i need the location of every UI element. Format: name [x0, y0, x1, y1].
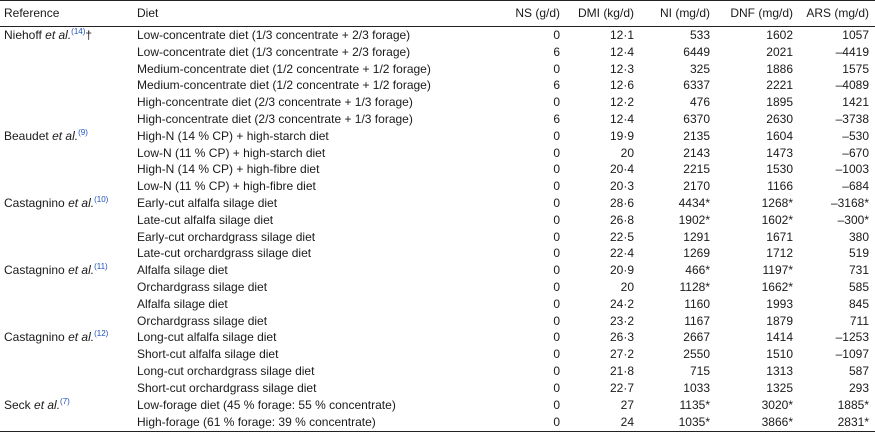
cell-diet: Medium-concentrate diet (1/2 concentrate + 1/2 forage)	[137, 61, 431, 76]
cell-ars: 2831*	[795, 413, 875, 432]
cell-ni: 2135	[683, 128, 710, 143]
cell-dmi: 20·9	[609, 263, 634, 278]
cell-dnf: 1879	[766, 313, 793, 328]
cell-diet: High-concentrate diet (2/3 concentrate + 1/3 forage)	[137, 111, 413, 126]
cell-ni: 1035*	[636, 413, 712, 432]
cell-ars: 380	[848, 229, 869, 244]
table-row	[0, 397, 875, 414]
table-row	[0, 111, 875, 128]
cell-ni: 466*	[685, 263, 710, 278]
cell-dnf: 1602	[766, 28, 793, 42]
cell-dmi: 12·2	[609, 95, 634, 110]
cell-ni: 2667	[683, 330, 710, 345]
table-body	[0, 27, 875, 432]
cell-diet: Late-cut alfalfa silage diet	[137, 212, 274, 227]
cell-reference	[0, 279, 137, 296]
cell-ni: 2143	[683, 145, 710, 160]
cell-diet: Alfalfa silage diet	[137, 263, 228, 278]
cell-diet: High-N (14 % CP) + high-starch diet	[137, 128, 329, 143]
table-row	[0, 329, 875, 346]
table-row	[0, 44, 875, 61]
cell-diet: High-concentrate diet (2/3 concentrate + 1/3 forage)	[137, 95, 413, 110]
cell-ns: 0	[553, 330, 560, 345]
table-row	[0, 128, 875, 145]
cell-reference	[0, 111, 137, 128]
reference-author: Seck	[4, 397, 31, 412]
cell-dnf: 1325	[766, 380, 793, 395]
table-row	[0, 145, 875, 162]
reference-etal: et al.	[34, 397, 61, 412]
cell-reference	[0, 161, 137, 178]
cell-dnf: 1313	[766, 363, 793, 378]
cell-ars: 845	[848, 296, 869, 311]
cell-ars: –670	[842, 145, 869, 160]
header-ns: NS (g/d)	[448, 1, 562, 27]
header-dmi: DMI (kg/d)	[562, 1, 636, 27]
cell-dnf: 1530	[766, 162, 793, 177]
reference-author: Castagnino	[4, 330, 65, 345]
reference-etal: et al.	[45, 28, 72, 42]
cell-ni: 1160	[684, 296, 710, 311]
cell-dnf: 1510	[766, 347, 793, 362]
cell-ni: 6449	[683, 44, 710, 59]
citation-link[interactable]: (12)	[94, 329, 109, 339]
cell-dmi: 12·6	[609, 78, 634, 93]
cell-dnf: 1712	[766, 246, 793, 261]
cell-diet: Long-cut orchardgrass silage diet	[137, 363, 315, 378]
cell-reference	[0, 296, 137, 313]
cell-ni: 476	[689, 95, 710, 110]
cell-diet: Long-cut alfalfa silage diet	[137, 330, 277, 345]
table-row	[0, 413, 875, 432]
reference-author: Niehoff	[4, 28, 42, 42]
cell-dmi: 20	[620, 145, 634, 160]
table-row	[0, 363, 875, 380]
cell-diet: Alfalfa silage diet	[137, 296, 228, 311]
cell-ns: 0	[553, 229, 560, 244]
cell-ars: 519	[848, 246, 869, 261]
cell-ars: –4419	[835, 44, 869, 59]
cell-ni: 533	[689, 28, 710, 42]
header-row	[0, 1, 875, 27]
cell-ni: 1033	[683, 380, 710, 395]
cell-reference	[0, 262, 137, 279]
cell-ars: 587	[848, 363, 869, 378]
cell-diet: Early-cut orchardgrass silage diet	[137, 229, 316, 244]
cell-dmi: 27·2	[609, 347, 634, 362]
cell-dnf: 1602*	[761, 212, 793, 227]
cell-reference	[0, 245, 137, 262]
cell-ns: 0	[553, 61, 560, 76]
cell-ni: 1902*	[678, 212, 710, 227]
citation-link[interactable]: (11)	[94, 262, 108, 272]
cell-diet: Late-cut orchardgrass silage diet	[137, 246, 312, 261]
table-row	[0, 94, 875, 111]
cell-ni: 1269	[683, 246, 710, 261]
header-dnf: DNF (mg/d)	[712, 1, 795, 27]
cell-ni: 6337	[683, 78, 710, 93]
table-row	[0, 279, 875, 296]
cell-dnf: 1604	[766, 128, 793, 143]
cell-ars: 293	[848, 380, 869, 395]
cell-dnf: 1895	[766, 95, 793, 110]
cell-dnf: 2630	[766, 111, 793, 126]
cell-ni: 1135*	[679, 397, 710, 412]
cell-ni: 4434*	[678, 195, 710, 210]
cell-ni: 1128*	[679, 279, 710, 294]
cell-reference	[0, 329, 137, 346]
header-diet: Diet	[137, 1, 448, 27]
table-row	[0, 61, 875, 78]
cell-ns: 0	[553, 162, 560, 177]
cell-dmi: 24	[562, 413, 636, 432]
cell-reference	[0, 397, 137, 414]
cell-ars: –1003	[835, 162, 869, 177]
cell-ars: 1885*	[837, 397, 869, 412]
cell-reference	[0, 77, 137, 94]
cell-reference	[0, 44, 137, 61]
cell-ars: –3168*	[830, 195, 869, 210]
table-header	[0, 1, 875, 27]
cell-ns: 0	[553, 95, 560, 110]
cell-reference	[0, 27, 137, 44]
cell-diet: Early-cut alfalfa silage diet	[137, 195, 278, 210]
cell-dmi: 22·4	[609, 246, 634, 261]
cell-ns: 0	[553, 347, 560, 362]
cell-dnf: 1197*	[762, 263, 793, 278]
cell-ars: 711	[849, 313, 869, 328]
cell-diet: High-N (14 % CP) + high-fibre diet	[137, 162, 320, 177]
cell-diet: Orchardgrass silage diet	[137, 279, 268, 294]
table-row	[0, 245, 875, 262]
cell-diet: High-forage (61 % forage: 39 % concentrate)	[137, 413, 448, 432]
cell-reference	[0, 363, 137, 380]
cell-reference	[0, 380, 137, 397]
cell-reference	[0, 313, 137, 330]
cell-ars: –3738	[835, 111, 869, 126]
cell-ns: 6	[553, 44, 560, 59]
cell-dnf: 2021	[766, 44, 793, 59]
cell-ni: 715	[689, 363, 710, 378]
cell-ns: 0	[553, 195, 560, 210]
cell-dnf: 1414	[766, 330, 793, 345]
cell-dnf: 1268*	[761, 195, 793, 210]
table-row	[0, 178, 875, 195]
cell-ns: 0	[553, 145, 560, 160]
cell-dnf: 1671	[766, 229, 793, 244]
cell-dmi: 27	[620, 397, 634, 412]
cell-ni: 2170	[683, 179, 710, 194]
reference-etal: et al.	[68, 195, 95, 210]
cell-dmi: 12·4	[609, 111, 634, 126]
reference-etal: et al.	[52, 128, 79, 143]
table-row	[0, 161, 875, 178]
cell-dmi: 26·3	[609, 330, 634, 345]
cell-reference	[0, 128, 137, 145]
cell-reference	[0, 212, 137, 229]
cell-dmi: 21·8	[609, 363, 634, 378]
table-row	[0, 313, 875, 330]
header-reference: Reference	[0, 1, 137, 27]
table-row	[0, 77, 875, 94]
cell-ns: 6	[553, 111, 560, 126]
cell-ni: 325	[689, 61, 710, 76]
table-row	[0, 346, 875, 363]
cell-reference	[0, 195, 137, 212]
cell-ns: 0	[553, 246, 560, 261]
cell-diet: Low-N (11 % CP) + high-starch diet	[137, 145, 326, 160]
cell-reference	[0, 229, 137, 246]
reference-author: Castagnino	[4, 195, 65, 210]
cell-diet: Short-cut alfalfa silage diet	[137, 347, 279, 362]
table-row	[0, 296, 875, 313]
cell-dnf: 1166	[767, 179, 793, 194]
cell-ns: 0	[553, 28, 560, 42]
cell-ni: 6370	[683, 111, 710, 126]
cell-ni: 2215	[683, 162, 710, 177]
header-ars: ARS (mg/d)	[795, 1, 875, 27]
citation-link[interactable]: (9)	[78, 127, 88, 137]
table-row	[0, 229, 875, 246]
cell-ns: 0	[553, 380, 560, 395]
cell-ns: 0	[553, 296, 560, 311]
cell-dnf: 1886	[766, 61, 793, 76]
cell-dnf: 1662*	[761, 279, 793, 294]
cell-ars: –4089	[835, 78, 869, 93]
table-row	[0, 195, 875, 212]
cell-ars: –1253	[835, 330, 869, 345]
cell-dmi: 20·4	[609, 162, 634, 177]
header-ni: NI (mg/d)	[636, 1, 712, 27]
table-row	[0, 262, 875, 279]
cell-dmi: 24·2	[609, 296, 634, 311]
cell-reference	[0, 346, 137, 363]
cell-ns: 0	[553, 212, 560, 227]
cell-dmi: 19·9	[609, 128, 634, 143]
cell-ns: 0	[448, 413, 562, 432]
cell-ns: 0	[553, 263, 560, 278]
cell-dmi: 20·3	[609, 179, 634, 194]
reference-etal: et al.	[68, 263, 95, 278]
cell-dmi: 22·7	[609, 380, 634, 395]
cell-reference	[0, 413, 137, 432]
cell-ars: 1421	[842, 95, 869, 110]
cell-dnf: 3020*	[761, 397, 793, 412]
cell-ars: –530	[842, 128, 869, 143]
cell-dmi: 28·6	[609, 195, 634, 210]
reference-etal: et al.	[68, 330, 95, 345]
cell-dmi: 12·1	[609, 28, 634, 42]
cell-diet: Orchardgrass silage diet	[137, 313, 268, 328]
cell-ns: 0	[553, 397, 560, 412]
cell-ns: 0	[553, 128, 560, 143]
cell-ni: 1291	[683, 229, 710, 244]
cell-ars: 1057	[842, 28, 869, 42]
cell-dmi: 26·8	[609, 212, 634, 227]
cell-ns: 0	[553, 363, 560, 378]
cell-reference	[0, 94, 137, 111]
cell-diet: Low-forage diet (45 % forage: 55 % concentrate)	[137, 397, 396, 412]
cell-diet: Low-concentrate diet (1/3 concentrate + 2/3 forage)	[137, 44, 411, 59]
cell-dnf: 1993	[766, 296, 793, 311]
cell-dmi: 20	[620, 279, 634, 294]
table-row	[0, 27, 875, 44]
table-row	[0, 212, 875, 229]
cell-ars: 731	[848, 263, 869, 278]
cell-ns: 0	[553, 279, 560, 294]
citation-link[interactable]: (7)	[60, 396, 70, 406]
cell-diet: Short-cut orchardgrass silage diet	[137, 380, 317, 395]
cell-reference	[0, 178, 137, 195]
reference-author: Castagnino	[4, 263, 65, 278]
cell-ars: –684	[842, 179, 869, 194]
cell-ars: –300*	[837, 212, 869, 227]
cell-ni: 1167	[684, 313, 710, 328]
cell-ns: 6	[553, 78, 560, 93]
cell-ns: 0	[553, 313, 560, 328]
table-row	[0, 380, 875, 397]
cell-ni: 2550	[683, 347, 710, 362]
cell-dmi: 23·2	[609, 313, 634, 328]
cell-dnf: 1473	[766, 145, 793, 160]
footnote-dagger: †	[85, 28, 93, 42]
citation-link[interactable]: (14)	[71, 27, 86, 36]
cell-ars: 585	[848, 279, 869, 294]
cell-reference	[0, 145, 137, 162]
cell-dmi: 12·3	[609, 61, 634, 76]
cell-diet: Medium-concentrate diet (1/2 concentrate + 1/2 forage)	[137, 78, 431, 93]
cell-dnf: 3866*	[712, 413, 795, 432]
cell-diet: Low-concentrate diet (1/3 concentrate + 2/3 forage)	[137, 28, 411, 42]
citation-link[interactable]: (10)	[94, 194, 109, 204]
cell-dmi: 22·5	[609, 229, 634, 244]
cell-reference	[0, 61, 137, 78]
cell-ars: 1575	[842, 61, 869, 76]
cell-dnf: 2221	[766, 78, 793, 93]
cell-dmi: 12·4	[609, 44, 634, 59]
cell-ars: –1097	[835, 347, 869, 362]
cell-diet: Low-N (11 % CP) + high-fibre diet	[137, 179, 316, 194]
reference-author: Beaudet	[4, 128, 49, 143]
cell-ns: 0	[553, 179, 560, 194]
